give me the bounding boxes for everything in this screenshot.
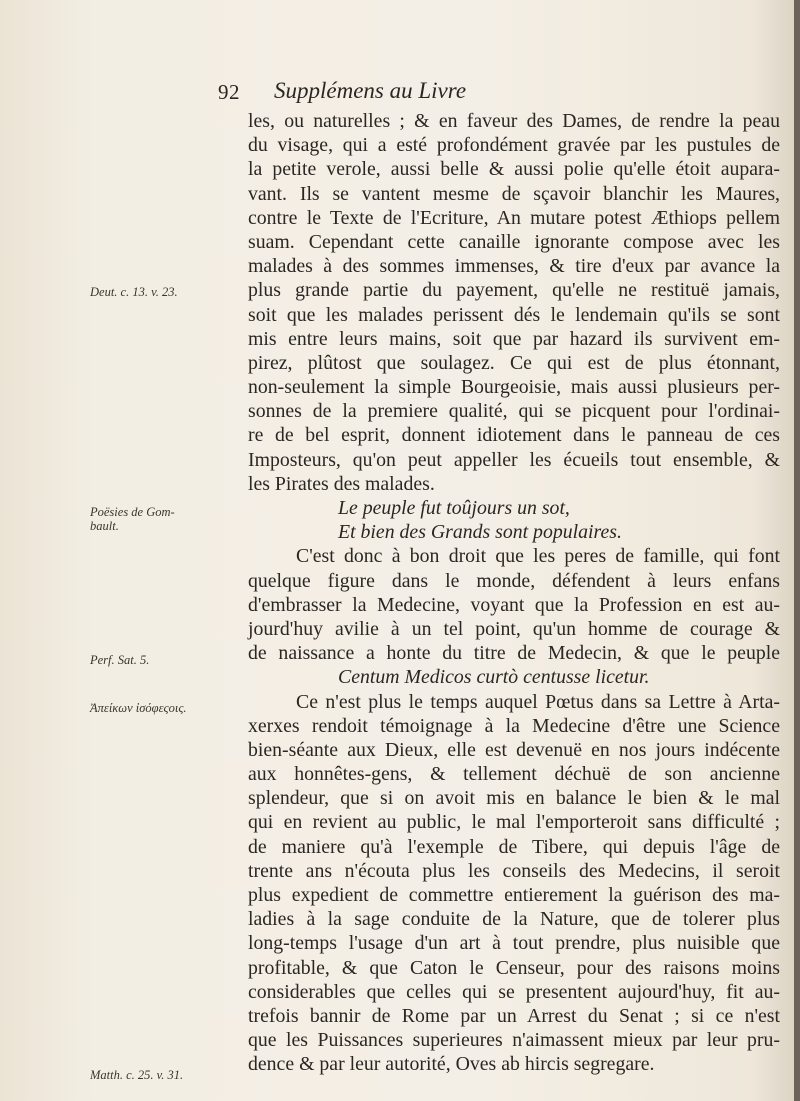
text-line: bien-séante aux Dieux, elle est devenuë en nos jours indécente — [248, 738, 780, 761]
running-title: Supplémens au Livre — [274, 78, 467, 103]
text-line: soit que les malades perissent dés le lendemain qu'ils se sont — [248, 303, 780, 326]
margin-note-deut: Deut. c. 13. v. 23. — [90, 285, 178, 299]
text-line: jourd'huy avilie à un tel point, qu'un homme de courage & — [248, 617, 780, 640]
margin-note-matth: Matth. c. 25. v. 31. — [90, 1068, 184, 1082]
text-line: qui en revient au public, le mal l'emporteroit sans difficulté ; — [248, 811, 780, 834]
text-line: Ce n'est plus le temps auquel Pœtus dans sa Lettre à Arta- — [296, 690, 780, 713]
text-line: Impostеurs, qu'on peut appeller les écueils tout ensemble, & — [248, 448, 780, 471]
text-line: suam. Cependant cette canaille ignorante compose avec les — [248, 230, 780, 253]
text-line: plus grande partie du payement, qu'elle ne restituë jamais, — [248, 279, 780, 302]
text-line: aux honnêtes-gens, & tellement déchuë de son ancienne — [248, 763, 780, 786]
verse-line: Le peuple fut toûjours un sot, — [338, 497, 570, 519]
text-line: de maniere qu'à l'exemple de Tibere, qui depuis l'âge de — [248, 835, 780, 858]
margin-note-greek: Ἀπείκων ἰσόφεςοις. — [90, 701, 187, 715]
text-line: pirez, plûtost que soulagez. Ce qui est de plus étonnant, — [248, 351, 780, 374]
text-line: vant. Ils se vantent mesme de sçavoir blanchir les Maures, — [248, 182, 780, 205]
text-line: considerables que celles qui se presentent aujourd'huy, fit au- — [248, 980, 780, 1003]
text-line: la petite verole, aussi belle & aussi polie qu'elle étoit aupara- — [248, 158, 780, 181]
latin-quote: Centum Medicos curtò centusse licetur. — [338, 666, 650, 689]
text-line: du visage, qui a esté profondément gravée par les pustules de — [248, 134, 780, 157]
text-line: profitable, & que Caton le Censeur, pour des raisons moins — [248, 956, 780, 979]
page-number: 92 — [218, 80, 240, 104]
text-line: quelque figure dans le monde, défendent à leurs enfans — [248, 569, 780, 592]
text-line: les, ou naturelles ; & en faveur des Dames, de rendre la peau — [248, 110, 780, 132]
text-line: re de bel esprit, donnent idiotement dans le panneau de ces — [248, 424, 780, 447]
body-text — [248, 109, 780, 1077]
text-line: de naissance a honte du titre de Medecin, & que le peuple — [248, 642, 780, 665]
text-line: xerxes rendoit témoignage à la Medecine d'être une Science — [248, 714, 780, 737]
text-line: ladies à la sage conduite de la Nature, que de tolerer plus — [248, 908, 780, 931]
text-line: non-seulement la simple Bourgeoisie, mais aussi plusieurs per- — [248, 376, 780, 399]
text-line: sonnes de la premiere qualité, qui se picquent pour l'ordinai- — [248, 400, 780, 423]
text-line: C'est donc à bon droit que les peres de famille, qui font — [296, 545, 780, 568]
text-line: contre le Texte de l'Ecriture, An mutare potest Æthiops pellem — [248, 206, 780, 229]
text-line: que les Puissances superieures n'aimassent mieux par leur pru- — [248, 1029, 780, 1052]
text-line: les Pirates des malades. — [248, 472, 435, 495]
text-line: plus expedient de commettre entierement la guérison des ma- — [248, 884, 780, 906]
text-line: malades à des sommes immenses, & tire d'eux par avance la — [248, 255, 780, 278]
margin-note-gombault: Poësies de Gom-bault. — [90, 505, 175, 533]
text-line: trente ans n'écouta plus les conseils des Medecins, il seroit — [248, 859, 780, 882]
text-line: mis entre leurs mains, soit que par hazard ils survivent em- — [248, 327, 780, 350]
page-header — [218, 78, 778, 108]
text-line: splendeur, que si on avoit mis en balance le bien & le mal — [248, 787, 780, 810]
text-line: trefois bannir de Rome par un Arrest du Senat ; si ce n'est — [248, 1004, 780, 1027]
text-line: d'embrasser la Medecine, voyant que la Profession en est au- — [248, 593, 780, 616]
text-line: dence & par leur autorité, Oves ab hircis segregare. — [248, 1053, 655, 1076]
margin-note-persius: Perf. Sat. 5. — [90, 653, 150, 667]
text-line: long-temps l'usage d'un art à tout prendre, plus nuisible que — [248, 932, 780, 955]
verse-line: Et bien des Grands sont populaires. — [338, 521, 622, 544]
page-edge-shadow — [794, 0, 800, 1101]
